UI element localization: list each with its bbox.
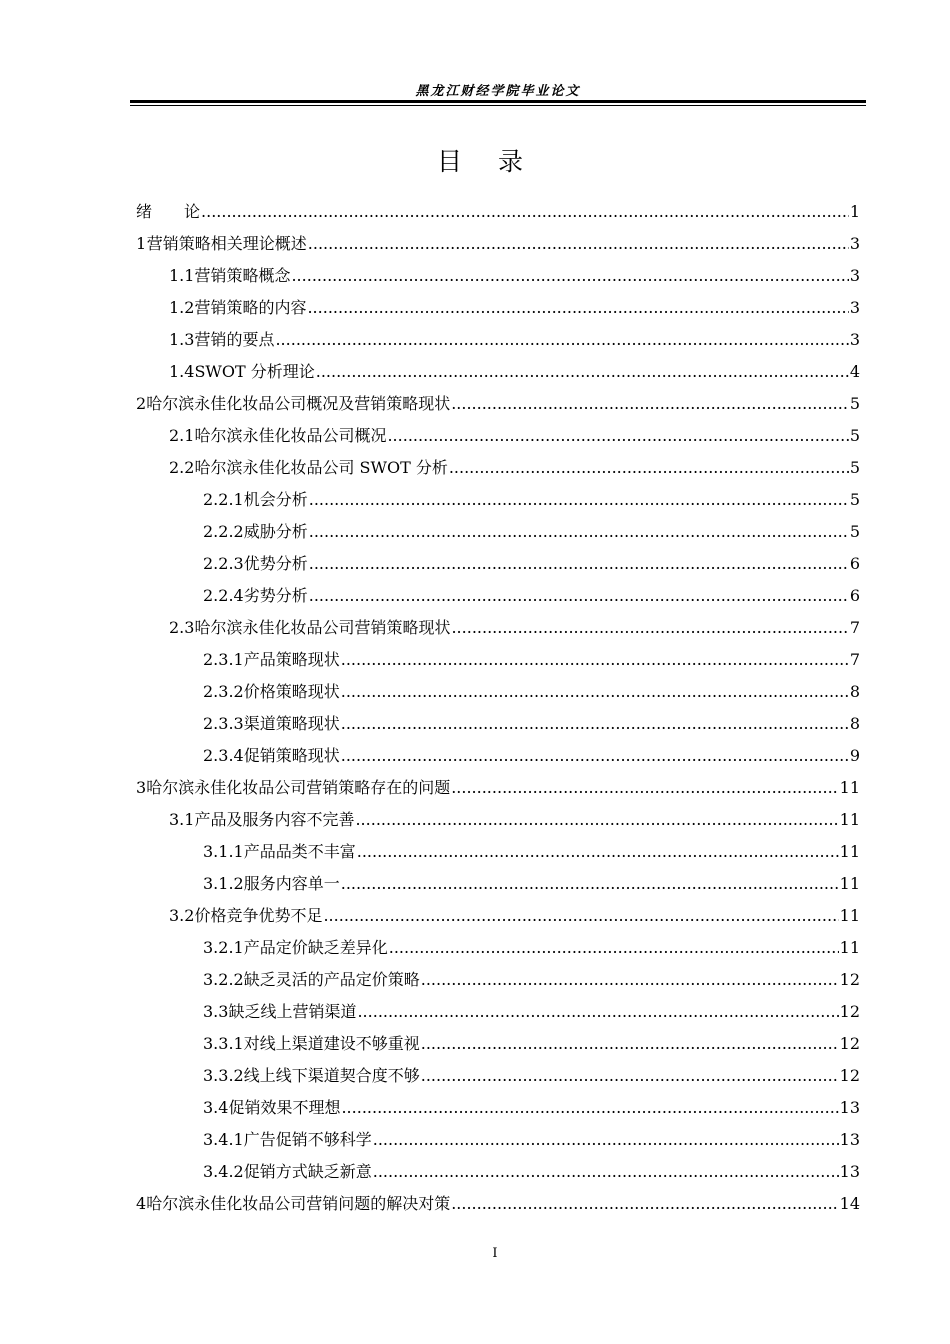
toc-entry-page: 5 — [849, 458, 860, 477]
toc-entry-number: 3.2.1 — [203, 938, 244, 957]
toc-entry[interactable] — [136, 932, 860, 964]
toc-entry-label: 产品定价缺乏差异化 — [243, 938, 388, 957]
toc-entry-page: 6 — [849, 554, 860, 573]
toc-leader-dots — [451, 1188, 838, 1220]
toc-entry-page: 8 — [849, 682, 860, 701]
toc-entry-page: 11 — [839, 778, 860, 797]
toc-entry-number: 2.3.4 — [203, 746, 244, 765]
toc-entry-label: 哈尔滨永佳化妆品公司营销策略现状 — [194, 618, 451, 637]
toc-entry-label: 哈尔滨永佳化妆品公司概况及营销策略现状 — [146, 394, 451, 413]
toc-leader-dots — [357, 996, 838, 1028]
toc-entry-label: 哈尔滨永佳化妆品公司概况 — [194, 426, 387, 445]
toc-entry-number: 2.2.1 — [203, 490, 244, 509]
toc-leader-dots — [341, 868, 839, 900]
toc-entry-label: 渠道策略现状 — [243, 714, 340, 733]
toc-entry-label: 促销策略现状 — [243, 746, 340, 765]
toc-entry-label: 优势分析 — [243, 554, 308, 573]
toc-entry[interactable] — [136, 1156, 860, 1188]
toc-entry-number: 4 — [136, 1194, 147, 1213]
toc-leader-dots — [309, 484, 849, 516]
toc-entry[interactable] — [136, 1092, 860, 1124]
footer-page-number: I — [492, 1246, 498, 1261]
toc-leader-dots — [451, 612, 848, 644]
toc-entry-label: 促销效果不理想 — [228, 1098, 341, 1117]
toc-entry-number: 3.3.2 — [203, 1066, 244, 1085]
toc-entry[interactable] — [136, 516, 860, 548]
toc-entry-page: 12 — [839, 1002, 860, 1021]
toc-entry-label: 劣势分析 — [243, 586, 308, 605]
toc-entry-label: 缺乏线上营销渠道 — [228, 1002, 357, 1021]
toc-entry[interactable] — [136, 196, 860, 228]
toc-entry-page: 1 — [849, 202, 860, 221]
toc-entry-label: 服务内容单一 — [243, 874, 340, 893]
toc-entry-page: 5 — [849, 490, 860, 509]
toc-entry-page: 13 — [839, 1162, 860, 1181]
toc-entry-label: 价格策略现状 — [243, 682, 340, 701]
toc-entry[interactable] — [136, 740, 860, 772]
toc-entry-label: SWOT 分析理论 — [194, 362, 315, 381]
toc-leader-dots — [341, 676, 849, 708]
toc-entry-label: 营销的要点 — [194, 330, 275, 349]
toc-leader-dots — [309, 580, 849, 612]
toc-entry[interactable] — [136, 452, 860, 484]
toc-entry-label: 对线上渠道建设不够重视 — [243, 1034, 420, 1053]
toc-entry-number: 2.1 — [169, 426, 195, 445]
toc-entry[interactable] — [136, 996, 860, 1028]
toc-entry-number: 3.2 — [169, 906, 195, 925]
toc-entry-number: 3.3.1 — [203, 1034, 244, 1053]
toc-leader-dots — [373, 1124, 839, 1156]
toc-entry-number: 3.4.1 — [203, 1130, 244, 1149]
toc-entry-number: 2.3.2 — [203, 682, 244, 701]
toc-entry[interactable] — [136, 612, 860, 644]
toc-entry[interactable] — [136, 676, 860, 708]
toc-entry-page: 11 — [839, 842, 860, 861]
toc-entry-label: 促销方式缺乏新意 — [243, 1162, 372, 1181]
toc-entry-label: 产品策略现状 — [243, 650, 340, 669]
toc-entry-page: 11 — [839, 810, 860, 829]
toc-entry[interactable] — [136, 868, 860, 900]
toc-entry-number: 2.2 — [169, 458, 195, 477]
toc-entry[interactable] — [136, 708, 860, 740]
toc-entry-page: 7 — [849, 618, 860, 637]
toc-entry-page: 5 — [849, 522, 860, 541]
toc-entry-page: 13 — [839, 1130, 860, 1149]
toc-entry-number: 1.1 — [169, 266, 195, 285]
toc-entry-page: 12 — [839, 970, 860, 989]
toc-entry-label: 威胁分析 — [243, 522, 308, 541]
toc-entry-page: 5 — [849, 426, 860, 445]
toc-entry[interactable] — [136, 1124, 860, 1156]
toc-entry-number: 2.2.2 — [203, 522, 244, 541]
toc-entry-number: 1.2 — [169, 298, 195, 317]
toc-entry[interactable] — [136, 1028, 860, 1060]
toc-entry-number: 1.4 — [169, 362, 195, 381]
toc-entry-label: 营销策略相关理论概述 — [146, 234, 307, 253]
toc-entry-label: 产品及服务内容不完善 — [194, 810, 355, 829]
toc-entry[interactable] — [136, 580, 860, 612]
toc-entry-page: 7 — [849, 650, 860, 669]
toc-leader-dots — [357, 836, 839, 868]
toc-leader-dots — [421, 1060, 839, 1092]
toc-entry[interactable] — [136, 1060, 860, 1092]
toc-entry-page: 12 — [839, 1066, 860, 1085]
toc-entry-label: 哈尔滨永佳化妆品公司 SWOT 分析 — [194, 458, 448, 477]
toc-entry-page: 3 — [849, 266, 860, 285]
toc-leader-dots — [316, 356, 849, 388]
toc-entry[interactable] — [136, 420, 860, 452]
toc-leader-dots — [373, 1156, 839, 1188]
toc-entry-page: 5 — [849, 394, 860, 413]
toc-leader-dots — [355, 804, 838, 836]
toc-leader-dots — [341, 644, 849, 676]
toc-entry-page: 8 — [849, 714, 860, 733]
toc-leader-dots — [421, 964, 839, 996]
toc-entry[interactable] — [136, 356, 860, 388]
toc-entry-number: 3.2.2 — [203, 970, 244, 989]
toc-entry[interactable] — [136, 388, 860, 420]
toc-leader-dots — [309, 516, 849, 548]
toc-entry-page: 13 — [839, 1098, 860, 1117]
toc-entry-number: 2.2.4 — [203, 586, 244, 605]
toc-entry[interactable] — [136, 772, 860, 804]
toc-entry-label: 营销策略概念 — [194, 266, 291, 285]
toc-entry-page: 9 — [849, 746, 860, 765]
toc-entry[interactable] — [136, 548, 860, 580]
header-rule-thick — [130, 100, 866, 103]
toc-entry-page: 11 — [839, 874, 860, 893]
toc-entry-label: 营销策略的内容 — [194, 298, 307, 317]
toc-leader-dots — [308, 228, 849, 260]
toc-entry-number: 3.4 — [203, 1098, 229, 1117]
toc-leader-dots — [341, 708, 849, 740]
toc-entry-number: 1 — [136, 234, 147, 253]
toc-entry-number: 2.2.3 — [203, 554, 244, 573]
toc-entry-page: 6 — [849, 586, 860, 605]
toc-entry-number: 3.4.2 — [203, 1162, 244, 1181]
toc-entry-label: 哈尔滨永佳化妆品公司营销问题的解决对策 — [146, 1194, 451, 1213]
toc-heading: 目录 — [436, 147, 559, 176]
toc-entry[interactable] — [136, 836, 860, 868]
toc-leader-dots — [387, 420, 848, 452]
toc-entry-page: 11 — [839, 938, 860, 957]
running-header-title: 黑龙江财经学院毕业论文 — [415, 84, 581, 99]
toc-leader-dots — [341, 1092, 838, 1124]
toc-entry-number: 3.1 — [169, 810, 195, 829]
toc-entry[interactable] — [136, 1188, 860, 1220]
toc-entry[interactable] — [136, 260, 860, 292]
toc-entry-number: 3 — [136, 778, 147, 797]
toc-entry-number: 2 — [136, 394, 147, 413]
toc-entry-number: 3.1.2 — [203, 874, 244, 893]
toc-entry-label: 价格竞争优势不足 — [194, 906, 323, 925]
toc-entry-label: 产品品类不丰富 — [243, 842, 356, 861]
toc-entry-label: 机会分析 — [243, 490, 308, 509]
toc-entry[interactable] — [136, 324, 860, 356]
toc-entry-number: 3.1.1 — [203, 842, 244, 861]
toc-entry[interactable] — [136, 292, 860, 324]
toc-leader-dots — [421, 1028, 839, 1060]
toc-entry-number: 2.3.1 — [203, 650, 244, 669]
toc-leader-dots — [309, 548, 849, 580]
table-of-contents — [136, 196, 860, 1220]
toc-entry-label: 缺乏灵活的产品定价策略 — [243, 970, 420, 989]
toc-entry-page: 12 — [839, 1034, 860, 1053]
toc-entry[interactable] — [136, 964, 860, 996]
toc-entry-page: 3 — [849, 330, 860, 349]
toc-leader-dots — [341, 740, 849, 772]
toc-leader-dots — [201, 196, 849, 228]
toc-leader-dots — [451, 772, 838, 804]
toc-leader-dots — [291, 260, 848, 292]
toc-entry-page: 11 — [839, 906, 860, 925]
toc-entry-page: 14 — [839, 1194, 860, 1213]
header-rule-thin — [130, 105, 866, 106]
toc-entry[interactable] — [136, 228, 860, 260]
toc-leader-dots — [275, 324, 848, 356]
toc-leader-dots — [307, 292, 848, 324]
toc-entry[interactable] — [136, 484, 860, 516]
toc-entry-label: 广告促销不够科学 — [243, 1130, 372, 1149]
toc-leader-dots — [323, 900, 838, 932]
toc-entry-page: 3 — [849, 234, 860, 253]
toc-entry-number: 2.3 — [169, 618, 195, 637]
toc-entry-number: 2.3.3 — [203, 714, 244, 733]
toc-entry[interactable] — [136, 644, 860, 676]
toc-entry-label: 线上线下渠道契合度不够 — [243, 1066, 420, 1085]
toc-entry[interactable] — [136, 900, 860, 932]
toc-leader-dots — [451, 388, 849, 420]
toc-entry-page: 3 — [849, 298, 860, 317]
toc-leader-dots — [389, 932, 839, 964]
toc-entry-number: 1.3 — [169, 330, 195, 349]
toc-entry-label: 绪 论 — [136, 202, 201, 221]
toc-entry-label: 哈尔滨永佳化妆品公司营销策略存在的问题 — [146, 778, 451, 797]
toc-entry[interactable] — [136, 804, 860, 836]
toc-entry-number: 3.3 — [203, 1002, 229, 1021]
toc-entry-page: 4 — [849, 362, 860, 381]
toc-leader-dots — [449, 452, 849, 484]
